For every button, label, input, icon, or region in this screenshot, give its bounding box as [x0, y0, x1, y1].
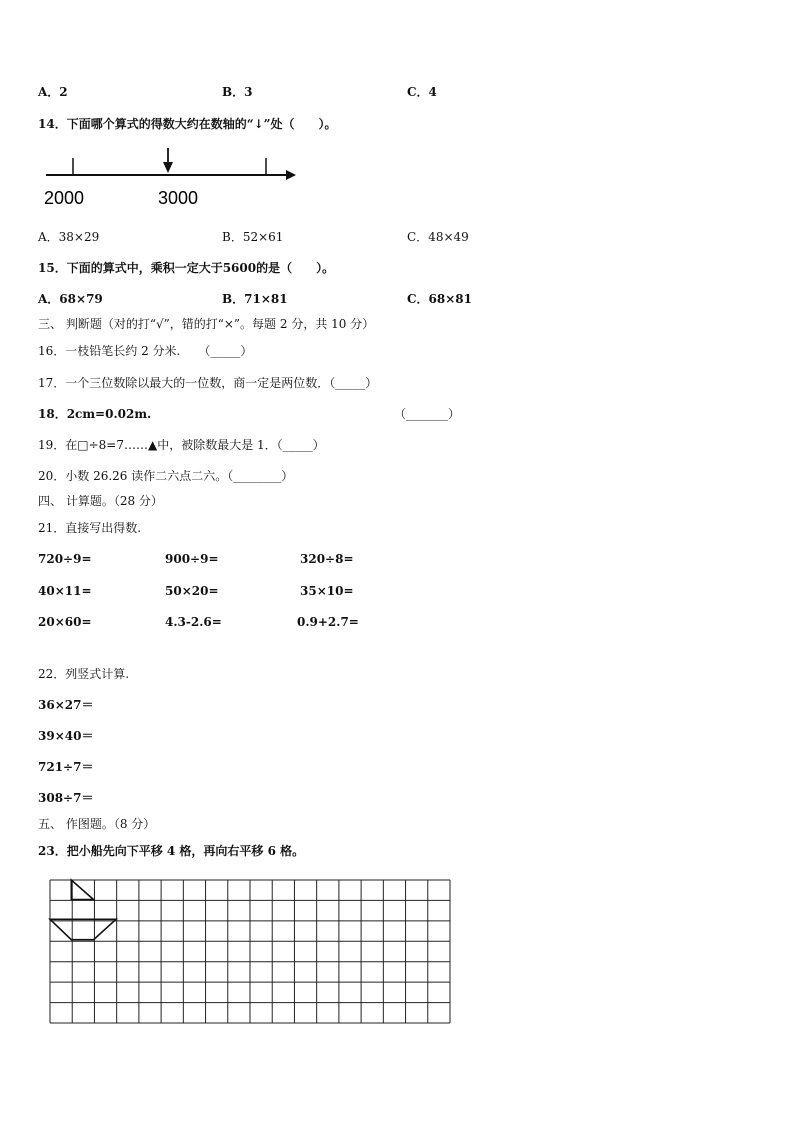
- q21-cell: 0.9+2.7=: [297, 615, 359, 629]
- q18: 18．2cm=0.02m.: [38, 407, 152, 421]
- section3-heading: 三、 判断题（对的打“√”，错的打“×”。每题 2 分，共 10 分）: [38, 317, 375, 331]
- q14-option-a: A．38×29: [38, 230, 100, 244]
- q23-stem: 23．把小船先向下平移 4 格，再向右平移 6 格。: [38, 844, 305, 858]
- q20: 20．小数 26.26 读作二六点二六。（________）: [38, 469, 294, 483]
- q14-number-line: [0, 140, 320, 215]
- q22-item: 36×27＝: [38, 698, 94, 712]
- q21-cell: 320÷8=: [300, 552, 354, 566]
- q21-cell: 35×10=: [300, 584, 354, 598]
- q13-option-c: C．4: [407, 85, 437, 99]
- boat-hull: [50, 919, 116, 939]
- boat-sail: [71, 880, 93, 900]
- boat-figure: [50, 880, 116, 940]
- q22-stem: 22．列竖式计算.: [38, 667, 130, 681]
- q15-option-b: B．71×81: [222, 292, 288, 306]
- q22-item: 721÷7＝: [38, 760, 94, 774]
- axis-label-3000: 3000: [158, 188, 199, 208]
- q14-stem: 14．下面哪个算式的得数大约在数轴的“↓”处（ ）。: [38, 117, 337, 131]
- q17: 17．一个三位数除以最大的一位数，商一定是两位数．（_____）: [38, 376, 378, 390]
- q21-stem: 21．直接写出得数.: [38, 521, 142, 535]
- q15-option-a: A．68×79: [38, 292, 103, 306]
- q15-stem: 15．下面的算式中，乘积一定大于5600的是（ ）。: [38, 261, 335, 275]
- q23-grid: [49, 879, 451, 1024]
- q16: 16．一枝铅笔长约 2 分米. （_____）: [38, 344, 253, 358]
- q14-option-b: B．52×61: [222, 230, 284, 244]
- axis-label-2000: 2000: [44, 188, 85, 208]
- q21-cell: 40×11=: [38, 584, 92, 598]
- q22-item: 39×40＝: [38, 729, 94, 743]
- q15-option-c: C．68×81: [407, 292, 473, 306]
- q22-item: 308÷7＝: [38, 791, 94, 805]
- q21-cell: 50×20=: [165, 584, 219, 598]
- q21-cell: 720÷9=: [38, 552, 92, 566]
- section5-heading: 五、 作图题。（8 分）: [38, 817, 156, 831]
- q18-blank: （_______）: [394, 407, 461, 421]
- q19: 19．在□÷8=7……▲中，被除数最大是 1．（_____）: [38, 438, 325, 452]
- q14-option-c: C．48×49: [407, 230, 469, 244]
- q13-option-b: B．3: [222, 85, 253, 99]
- q21-cell: 20×60=: [38, 615, 92, 629]
- section4-heading: 四、 计算题。（28 分）: [38, 494, 163, 508]
- q21-cell: 4.3-2.6=: [165, 615, 222, 629]
- q21-cell: 900÷9=: [165, 552, 219, 566]
- q13-option-a: A．2: [38, 85, 68, 99]
